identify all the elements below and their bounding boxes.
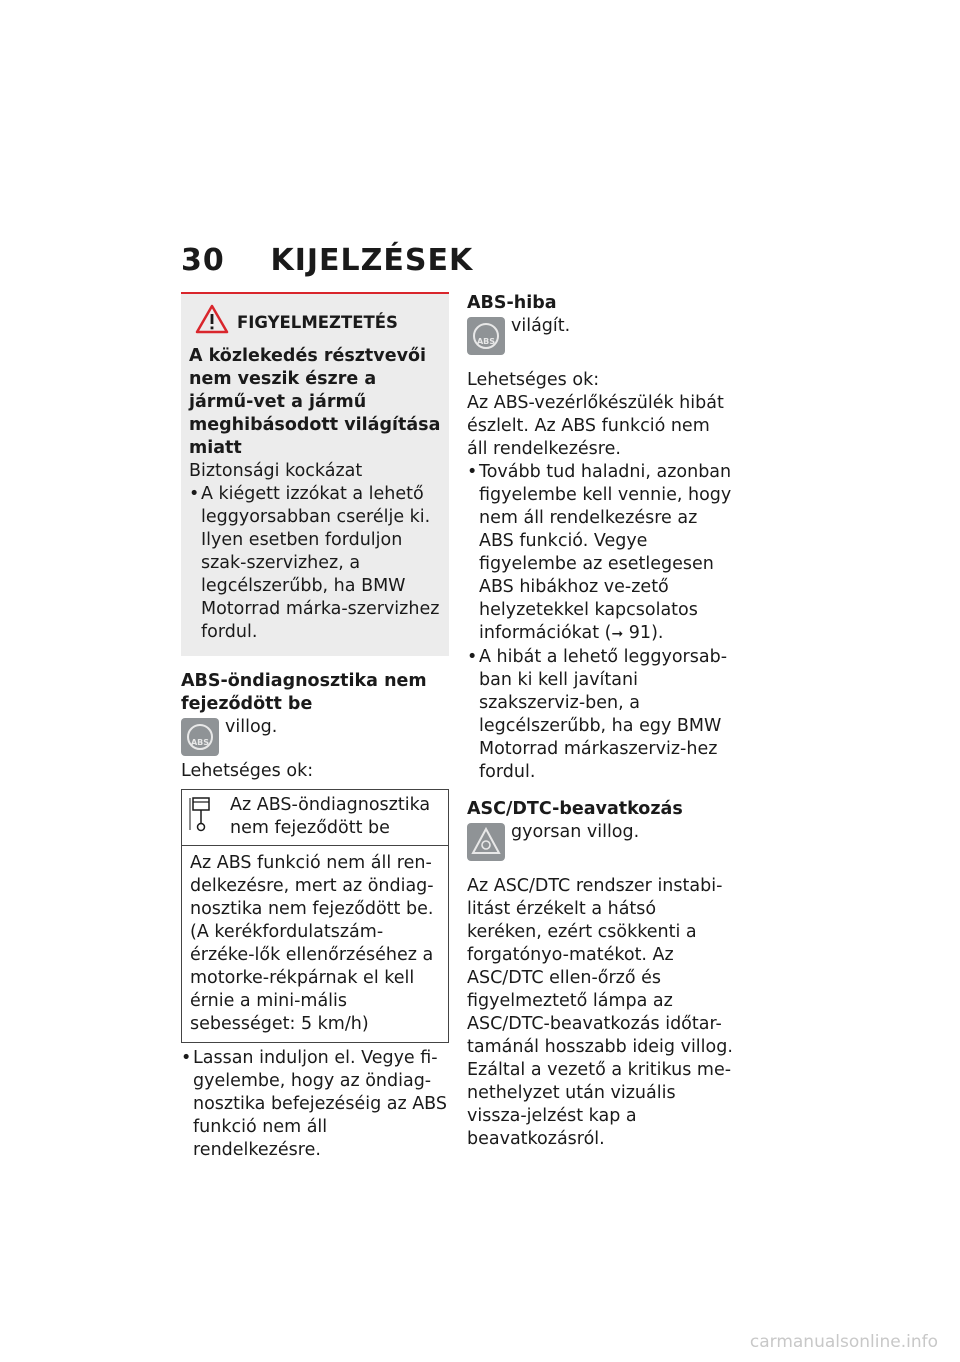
possible-cause-label: Lehetséges ok: xyxy=(181,761,314,781)
table-header xyxy=(182,790,448,846)
left-bullets xyxy=(181,1047,449,1162)
lamp-status-line xyxy=(181,716,449,756)
watermark: carmanualsonline.info xyxy=(749,1332,938,1352)
warning-box xyxy=(181,292,449,656)
page-number: 30 xyxy=(181,243,225,278)
section-title-abs-diagnosis: ABS-öndiagnosztika nem fejeződött be xyxy=(181,671,427,714)
abs-status-line xyxy=(467,315,735,355)
list-item: • Lassan induljon el. Vegye fi-gyelembe, hogy az öndiag-nosztika befejezéséig az ABS funkció nem áll rendelkezésre. xyxy=(181,1047,449,1162)
abs-lamp-text: ABS xyxy=(190,738,210,747)
warning-heading: A közlekedés résztvevői nem veszik észre a jármű-vet a jármű meghibásodott világítása miatt xyxy=(189,346,441,458)
page-header xyxy=(181,243,473,278)
warning-bullets xyxy=(189,483,441,644)
section-title-asc-dtc: ASC/DTC-beavatkozás xyxy=(467,799,683,819)
table-body: Az ABS funkció nem áll ren-delkezésre, mert az öndiag-nosztika nem fejeződött be. (A kerékfordulatszám-érzéke-lők ellenőrzéséhez a motorke-rékpárnak el kell érnie a mini-mális sebességet: 5 km/h) xyxy=(190,853,434,1034)
abs-lamp-icon xyxy=(181,718,219,756)
right-column xyxy=(467,292,735,1151)
lamp-status: villog. xyxy=(225,717,278,737)
warning-triangle-icon xyxy=(195,304,229,341)
abs-lamp-icon xyxy=(467,317,505,355)
warning-label: FIGYELMEZTETÉS xyxy=(237,313,398,332)
asc-status: gyorsan villog. xyxy=(511,822,640,842)
page-reference[interactable]: 91). xyxy=(628,623,664,643)
diagnosis-table xyxy=(181,789,449,1043)
abs-status: világít. xyxy=(511,316,571,336)
section-title-abs-error: ABS-hiba xyxy=(467,293,557,313)
page-reference-arrow-icon: ➞ xyxy=(611,626,624,642)
abs-bullet-text: Tovább tud haladni, azonban figyelembe kell vennie, hogy nem áll rendelkezésre az ABS funkció. Vegye figyelembe az esetlegesen ABS hibákhoz ve-zető helyzetekkel kapcsolatos információkat ( xyxy=(479,462,732,643)
asc-text: Az ASC/DTC rendszer instabi-litást érzékelt a hátsó keréken, ezért csökkenti a forgatónyo-matékot. Az ASC/DTC ellen-őrző és figyelmeztető lámpa az ASC/DTC-beavatkozás időtar-tamánál hosszabb ideig villog. Ezáltal a vezető a kritikus me-nethelyzet után vizuális vissza-jelzést kap a beavatkozásról. xyxy=(467,876,733,1149)
abs-lamp-text: ABS xyxy=(476,337,496,346)
asc-status-line xyxy=(467,821,735,861)
list-item: • A kiégett izzókat a lehető leggyorsabban cserélje ki. Ilyen esetben forduljon szak-szervizhez, a legcélszerűbb, ha BMW Motorrad márka-szervizhez fordul. xyxy=(189,483,441,644)
table-header-text: Az ABS-öndiagnosztika nem fejeződött be xyxy=(230,795,431,838)
abs-bullets xyxy=(467,461,735,784)
left-column xyxy=(181,292,449,1162)
list-item: • A hibát a lehető leggyorsab-ban ki kell javítani szakszerviz-ben, a legcélszerűbb, ha egy BMW Motorrad márkaszerviz-hez fordul. xyxy=(467,646,735,784)
list-item xyxy=(467,461,735,646)
warning-header xyxy=(195,304,441,341)
warning-subheading: Biztonsági kockázat xyxy=(189,461,363,481)
page-title: KIJELZÉSEK xyxy=(270,243,474,278)
abs-cause-label: Lehetséges ok: xyxy=(467,370,600,390)
piston-icon xyxy=(188,794,230,841)
abs-cause-text: Az ABS-vezérlőkészülék hibát észlelt. Az ABS funkció nem áll rendelkezésre. xyxy=(467,393,724,459)
asc-dtc-lamp-icon xyxy=(467,823,505,861)
